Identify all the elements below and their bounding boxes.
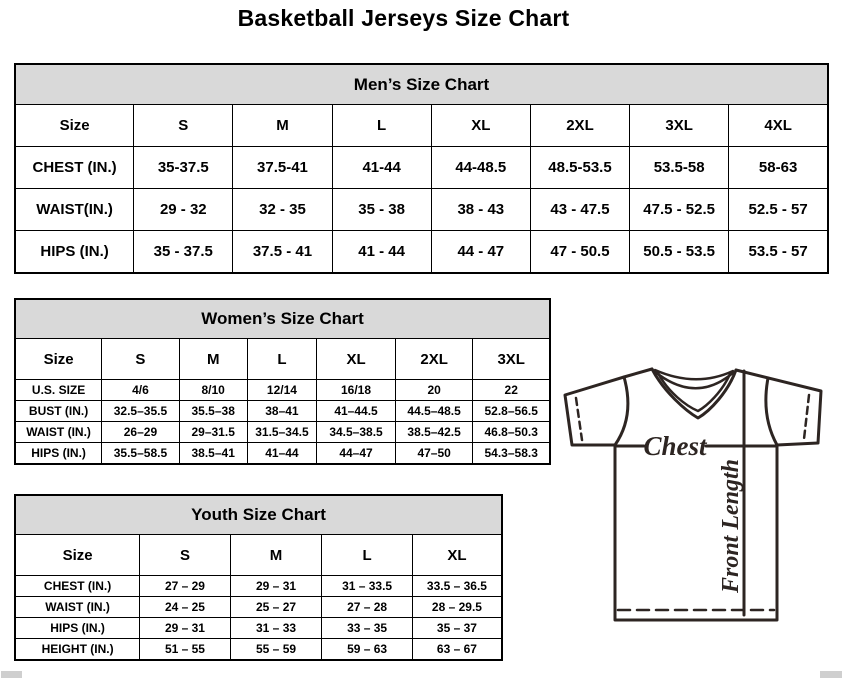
measurement-value-cell: 47–50 — [395, 443, 473, 465]
sleeve-seam-right — [766, 378, 777, 445]
measurement-row-label: HIPS (IN.) — [15, 443, 102, 465]
measurement-value-cell: 63 – 67 — [412, 639, 502, 661]
measurement-value-cell: 27 – 28 — [322, 597, 413, 618]
measurement-value-cell: 35 - 37.5 — [134, 231, 233, 274]
measurement-value-cell: 34.5–38.5 — [317, 422, 396, 443]
size-column-header: S — [102, 339, 180, 380]
measurement-value-cell: 53.5-58 — [630, 147, 729, 189]
measurement-value-cell: 33 – 35 — [322, 618, 413, 639]
measurement-value-cell: 54.3–58.3 — [473, 443, 550, 465]
measurement-value-cell: 38–41 — [247, 401, 317, 422]
measurement-value-cell: 37.5-41 — [233, 147, 332, 189]
size-column-header: M — [233, 105, 332, 147]
size-column-header: XL — [317, 339, 396, 380]
measurement-value-cell: 28 – 29.5 — [412, 597, 502, 618]
measurement-row-label: HIPS (IN.) — [15, 231, 134, 274]
table-row — [15, 189, 828, 231]
measurement-value-cell: 53.5 - 57 — [729, 231, 828, 274]
collar-back-arc-shallow — [655, 370, 733, 379]
size-column-header: L — [332, 105, 431, 147]
size-column-header: S — [140, 535, 231, 576]
scan-artifact-left — [1, 671, 22, 678]
size-column-header: Size — [15, 339, 102, 380]
measurement-value-cell: 44–47 — [317, 443, 396, 465]
table-row — [15, 422, 550, 443]
measurement-value-cell: 47.5 - 52.5 — [630, 189, 729, 231]
table-row — [15, 401, 550, 422]
measurement-value-cell: 47 - 50.5 — [530, 231, 629, 274]
mens-table-title: Men’s Size Chart — [15, 64, 828, 105]
size-column-header: Size — [15, 105, 134, 147]
table-row — [15, 576, 502, 597]
measurement-value-cell: 31 – 33.5 — [322, 576, 413, 597]
measurement-value-cell: 35-37.5 — [134, 147, 233, 189]
measurement-value-cell: 50.5 - 53.5 — [630, 231, 729, 274]
measurement-value-cell: 38.5–41 — [179, 443, 247, 465]
measurement-value-cell: 52.8–56.5 — [473, 401, 550, 422]
cuff-stitch-left-icon — [576, 398, 582, 440]
youth-size-table — [14, 494, 503, 661]
measurement-value-cell: 38.5–42.5 — [395, 422, 473, 443]
measurement-value-cell: 22 — [473, 380, 550, 401]
measurement-value-cell: 55 – 59 — [230, 639, 322, 661]
table-row — [15, 105, 828, 147]
measurement-value-cell: 31.5–34.5 — [247, 422, 317, 443]
measurement-value-cell: 35 - 38 — [332, 189, 431, 231]
size-column-header: XL — [412, 535, 502, 576]
size-column-header: L — [322, 535, 413, 576]
measurement-row-label: CHEST (IN.) — [15, 576, 140, 597]
measurement-value-cell: 48.5-53.5 — [530, 147, 629, 189]
measurement-row-label: CHEST (IN.) — [15, 147, 134, 189]
table-row — [15, 231, 828, 274]
size-column-header: M — [230, 535, 322, 576]
measurement-value-cell: 35.5–58.5 — [102, 443, 180, 465]
jersey-outline — [565, 369, 821, 620]
measurement-value-cell: 51 – 55 — [140, 639, 231, 661]
measurement-value-cell: 44-48.5 — [431, 147, 530, 189]
size-column-header: L — [247, 339, 317, 380]
collar-outer-v — [652, 369, 736, 418]
measurement-value-cell: 26–29 — [102, 422, 180, 443]
table-row — [15, 443, 550, 465]
table-row — [15, 597, 502, 618]
cuff-stitch-right-icon — [804, 395, 809, 439]
size-column-header: M — [179, 339, 247, 380]
measurement-value-cell: 20 — [395, 380, 473, 401]
measurement-row-label: HEIGHT (IN.) — [15, 639, 140, 661]
table-row — [15, 147, 828, 189]
measurement-value-cell: 59 – 63 — [322, 639, 413, 661]
womens-size-table — [14, 298, 551, 465]
page-title: Basketball Jerseys Size Chart — [237, 5, 570, 31]
measurement-value-cell: 46.8–50.3 — [473, 422, 550, 443]
scan-artifact-right — [820, 671, 842, 678]
measurement-row-label: WAIST (IN.) — [15, 597, 140, 618]
measurement-row-label: BUST (IN.) — [15, 401, 102, 422]
measurement-value-cell: 33.5 – 36.5 — [412, 576, 502, 597]
measurement-value-cell: 44 - 47 — [431, 231, 530, 274]
measurement-value-cell: 58-63 — [729, 147, 828, 189]
measurement-row-label: U.S. SIZE — [15, 380, 102, 401]
table-row — [15, 618, 502, 639]
measurement-value-cell: 44.5–48.5 — [395, 401, 473, 422]
table-row — [15, 380, 550, 401]
measurement-value-cell: 41–44 — [247, 443, 317, 465]
sleeve-seam-left — [615, 377, 628, 445]
size-column-header: 4XL — [729, 105, 828, 147]
chest-label: Chest — [643, 431, 707, 461]
measurement-row-label: WAIST(IN.) — [15, 189, 134, 231]
measurement-value-cell: 41 - 44 — [332, 231, 431, 274]
measurement-value-cell: 38 - 43 — [431, 189, 530, 231]
table-row — [15, 639, 502, 661]
measurement-value-cell: 41-44 — [332, 147, 431, 189]
table-row — [15, 535, 502, 576]
measurement-value-cell: 25 – 27 — [230, 597, 322, 618]
table-row — [15, 339, 550, 380]
size-column-header: Size — [15, 535, 140, 576]
measurement-value-cell: 24 – 25 — [140, 597, 231, 618]
size-column-header: 2XL — [530, 105, 629, 147]
measurement-value-cell: 35 – 37 — [412, 618, 502, 639]
measurement-value-cell: 4/6 — [102, 380, 180, 401]
measurement-value-cell: 16/18 — [317, 380, 396, 401]
size-column-header: 3XL — [473, 339, 550, 380]
youth-table-title: Youth Size Chart — [15, 495, 502, 535]
measurement-row-label: WAIST (IN.) — [15, 422, 102, 443]
measurement-value-cell: 8/10 — [179, 380, 247, 401]
size-column-header: 3XL — [630, 105, 729, 147]
front-length-label: Front Length — [718, 458, 744, 594]
measurement-value-cell: 52.5 - 57 — [729, 189, 828, 231]
measurement-value-cell: 35.5–38 — [179, 401, 247, 422]
measurement-value-cell: 27 – 29 — [140, 576, 231, 597]
size-column-header: S — [134, 105, 233, 147]
measurement-value-cell: 43 - 47.5 — [530, 189, 629, 231]
measurement-value-cell: 32.5–35.5 — [102, 401, 180, 422]
measurement-value-cell: 29 – 31 — [140, 618, 231, 639]
size-column-header: XL — [431, 105, 530, 147]
measurement-value-cell: 29 – 31 — [230, 576, 322, 597]
measurement-value-cell: 41–44.5 — [317, 401, 396, 422]
measurement-row-label: HIPS (IN.) — [15, 618, 140, 639]
measurement-value-cell: 12/14 — [247, 380, 317, 401]
measurement-value-cell: 29–31.5 — [179, 422, 247, 443]
measurement-value-cell: 32 - 35 — [233, 189, 332, 231]
womens-table-title: Women’s Size Chart — [15, 299, 550, 339]
mens-size-table — [14, 63, 829, 274]
measurement-value-cell: 29 - 32 — [134, 189, 233, 231]
measurement-value-cell: 31 – 33 — [230, 618, 322, 639]
measurement-value-cell: 37.5 - 41 — [233, 231, 332, 274]
jersey-measurement-diagram — [556, 358, 836, 632]
size-column-header: 2XL — [395, 339, 473, 380]
